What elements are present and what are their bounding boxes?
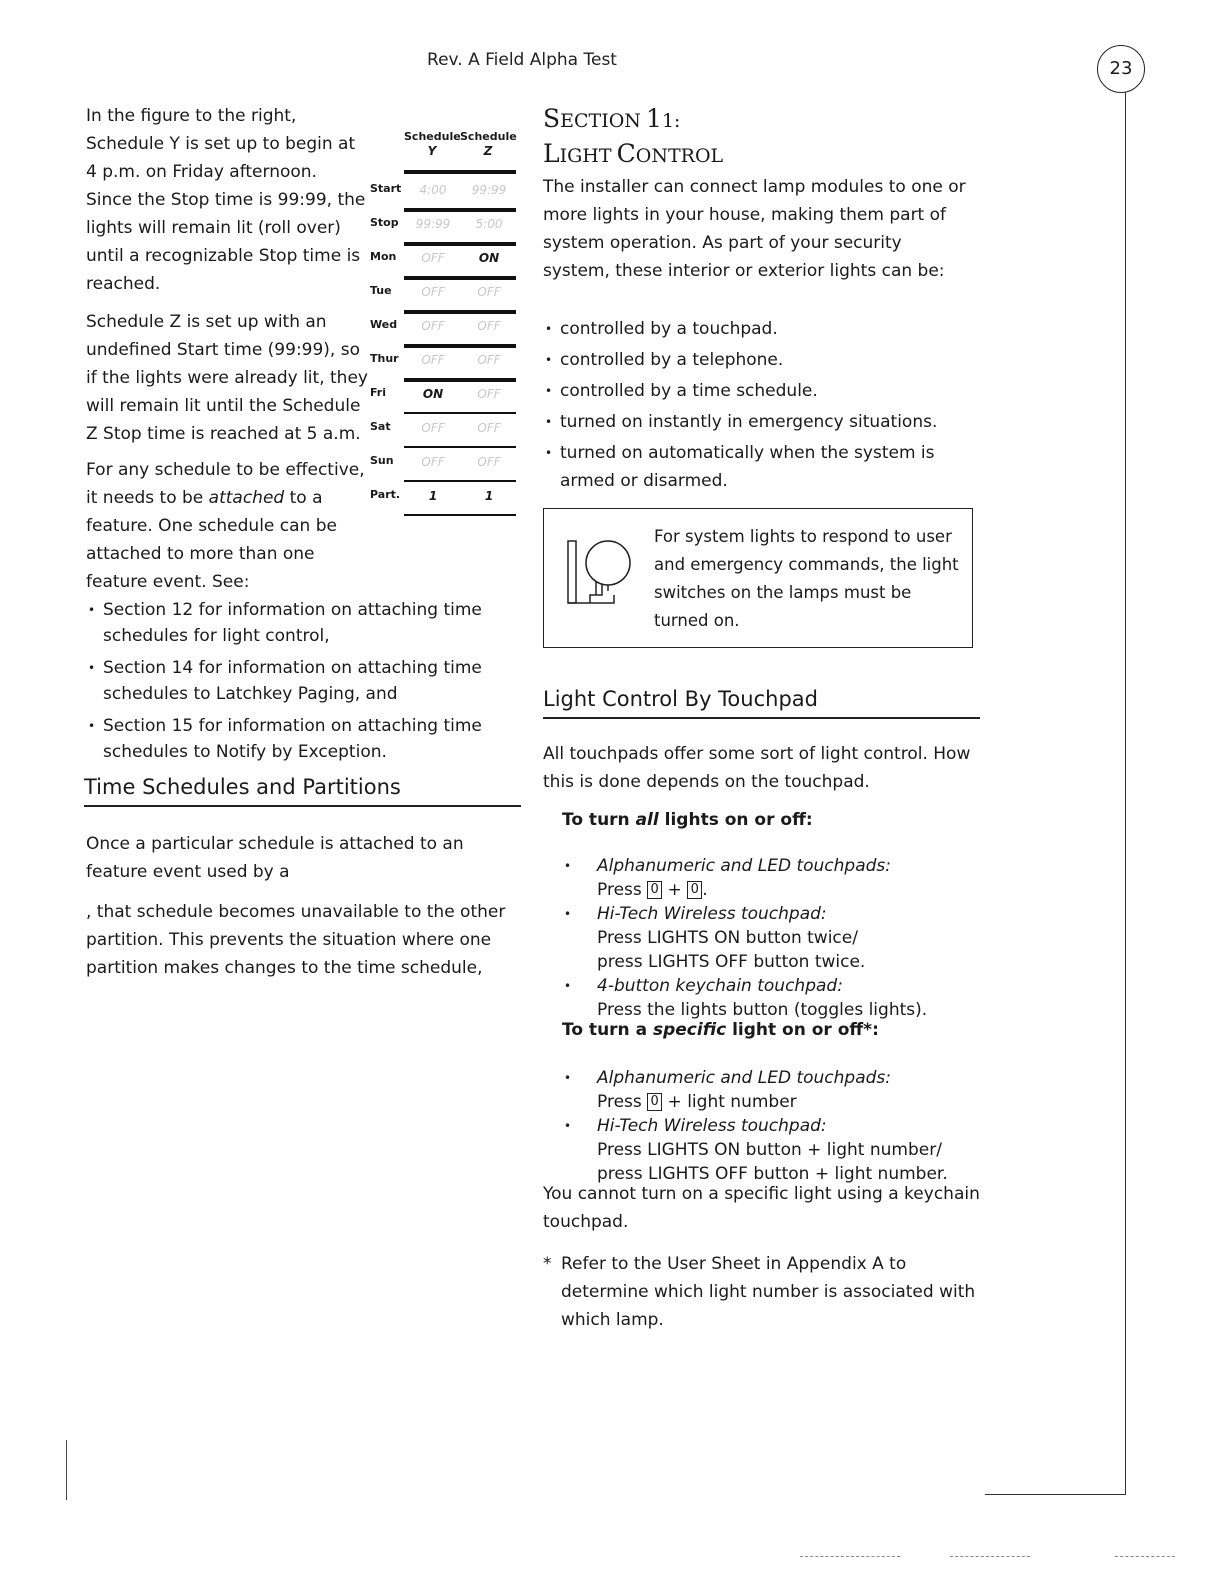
intro-paragraph-3: For any schedule to be effective, it needs to be attached to a feature. One schedule can be attached to more than one feature event. See: <box>86 460 365 592</box>
table-rule <box>404 480 516 482</box>
schedule-z-cell: 1 <box>484 489 494 503</box>
table-rule <box>404 446 516 448</box>
schedule-y-cell: 4:00 <box>419 183 447 197</box>
section-label: SECTION 11: <box>543 104 681 133</box>
heading-light-control-touchpad: Light Control By Touchpad <box>543 687 980 719</box>
light-bulb-icon <box>564 531 644 615</box>
section-title <box>543 103 943 173</box>
schedule-row <box>364 450 516 480</box>
scan-artifact-line <box>950 1556 1030 1557</box>
schedule-y-header: Schedule Y <box>404 130 461 158</box>
running-head: Rev. A Field Alpha Test <box>427 50 617 70</box>
schedule-y-cell: OFF <box>421 455 445 469</box>
schedule-y-cell: 99:99 <box>415 217 451 231</box>
see-list <box>86 597 526 771</box>
section-name: LIGHT CONTROL <box>543 139 724 168</box>
key-0-icon: 0 <box>647 1093 662 1111</box>
list-item: • Alphanumeric and LED touchpads: Press 0 + 0 . <box>562 854 982 902</box>
row-label: Sat <box>370 420 391 433</box>
table-rule <box>404 170 516 174</box>
row-label: Part. <box>370 488 401 501</box>
intro-paragraph-2: Schedule Z is set up with an undefined Start time (99:99), so if the lights were already lit, they will remain lit until the Schedule Z Stop time is reached at 5 a.m. <box>86 312 368 444</box>
schedule-row <box>364 382 516 412</box>
list-item: • Alphanumeric and LED touchpads: Press 0 + light number <box>562 1066 982 1114</box>
list-item: • controlled by a telephone. <box>543 346 973 374</box>
list-item: • Hi-Tech Wireless touchpad: Press LIGHTS ON button twice/ press LIGHTS OFF button twice. <box>562 902 982 974</box>
schedule-y-cell: OFF <box>421 353 445 367</box>
intro-text <box>86 102 368 606</box>
row-label: Mon <box>370 250 397 263</box>
schedule-z-cell: OFF <box>477 421 501 435</box>
schedule-z-cell: OFF <box>477 455 501 469</box>
schedule-row <box>364 416 516 446</box>
row-label: Tue <box>370 284 392 297</box>
list-item: • turned on automatically when the system is armed or disarmed. <box>543 439 973 495</box>
touchpad-intro: All touchpads offer some sort of light control. How this is done depends on the touchpad. <box>543 744 971 792</box>
key-0-icon: 0 <box>647 881 662 899</box>
partition-paragraph-2: , that schedule becomes unavailable to the other partition. This prevents the situation where one partition makes changes to the time schedule, <box>86 902 506 978</box>
schedule-z-cell: OFF <box>477 285 501 299</box>
list-item: • Section 14 for information on attaching time schedules to Latchkey Paging, and <box>86 655 526 707</box>
row-label: Stop <box>370 216 399 229</box>
intro-paragraph-1: In the figure to the right, Schedule Y is set up to begin at 4 p.m. on Friday afternoon. Since the Stop time is 99:99, the lights will remain lit (roll over) until a recognizable Stop time is reached. <box>86 106 366 294</box>
scan-artifact-line <box>800 1556 900 1557</box>
schedule-row <box>364 484 516 514</box>
row-label: Fri <box>370 386 387 399</box>
note-box <box>543 508 973 648</box>
row-label: Start <box>370 182 402 195</box>
schedule-z-cell: 99:99 <box>471 183 507 197</box>
list-item: • controlled by a touchpad. <box>543 315 973 343</box>
scan-artifact-line <box>1115 1556 1175 1557</box>
list-item: • controlled by a time schedule. <box>543 377 973 405</box>
specific-light-heading: To turn a specific light on or off*: <box>562 1020 879 1040</box>
schedule-z-cell: 5:00 <box>475 217 503 231</box>
schedule-y-cell: OFF <box>421 285 445 299</box>
row-label: Sun <box>370 454 394 467</box>
schedule-y-cell: ON <box>422 387 444 401</box>
right-footer-rule <box>985 1494 1126 1495</box>
schedule-z-cell: OFF <box>477 387 501 401</box>
list-item: • Section 12 for information on attaching time schedules for light control, <box>86 597 526 649</box>
note-text: For system lights to respond to user and emergency commands, the light switches on the lamps must be turned on. <box>654 527 959 630</box>
schedule-row <box>364 314 516 344</box>
table-rule <box>404 412 516 414</box>
schedule-y-cell: OFF <box>421 251 445 265</box>
page-number: 23 <box>1097 45 1145 93</box>
all-lights-steps <box>562 854 982 1022</box>
schedule-z-cell: OFF <box>477 319 501 333</box>
key-0-icon: 0 <box>687 881 702 899</box>
row-label: Wed <box>370 318 398 331</box>
all-lights-heading: To turn all lights on or off: <box>562 810 813 830</box>
schedule-row <box>364 178 516 208</box>
list-item: • turned on instantly in emergency situations. <box>543 408 973 436</box>
schedule-y-cell: OFF <box>421 421 445 435</box>
schedule-z-cell: OFF <box>477 353 501 367</box>
table-rule <box>404 514 516 516</box>
specific-light-steps <box>562 1066 982 1186</box>
partition-paragraph-1: Once a particular schedule is attached to an feature event used by a <box>86 834 464 882</box>
schedule-z-cell: ON <box>478 251 500 265</box>
schedule-row <box>364 212 516 242</box>
footnote-marker: * <box>543 1254 552 1274</box>
schedule-row <box>364 246 516 276</box>
feature-list <box>543 315 973 498</box>
left-margin-mark <box>66 1440 67 1500</box>
list-item: • Section 15 for information on attaching time schedules to Notify by Exception. <box>86 713 526 765</box>
schedule-row <box>364 348 516 378</box>
keychain-note: You cannot turn on a specific light using a keychain touchpad. <box>543 1184 980 1232</box>
row-label: Thur <box>370 352 399 365</box>
schedule-y-cell: OFF <box>421 319 445 333</box>
schedule-z-header: Schedule Z <box>460 130 517 158</box>
section-intro: The installer can connect lamp modules to one or more lights in your house, making them part of system operation. As part of your security system, these interior or exterior lights can be: <box>543 177 966 281</box>
heading-time-schedules: Time Schedules and Partitions <box>84 775 521 807</box>
schedule-row <box>364 280 516 310</box>
list-item: • 4-button keychain touchpad: Press the lights button (toggles lights). <box>562 974 982 1022</box>
footnote-text: Refer to the User Sheet in Appendix A to determine which light number is associated with which lamp. <box>561 1254 976 1330</box>
right-margin-rule <box>1125 92 1126 1495</box>
list-item: • Hi-Tech Wireless touchpad: Press LIGHTS ON button + light number/ press LIGHTS OFF button + light number. <box>562 1114 982 1186</box>
schedule-y-cell: 1 <box>428 489 438 503</box>
